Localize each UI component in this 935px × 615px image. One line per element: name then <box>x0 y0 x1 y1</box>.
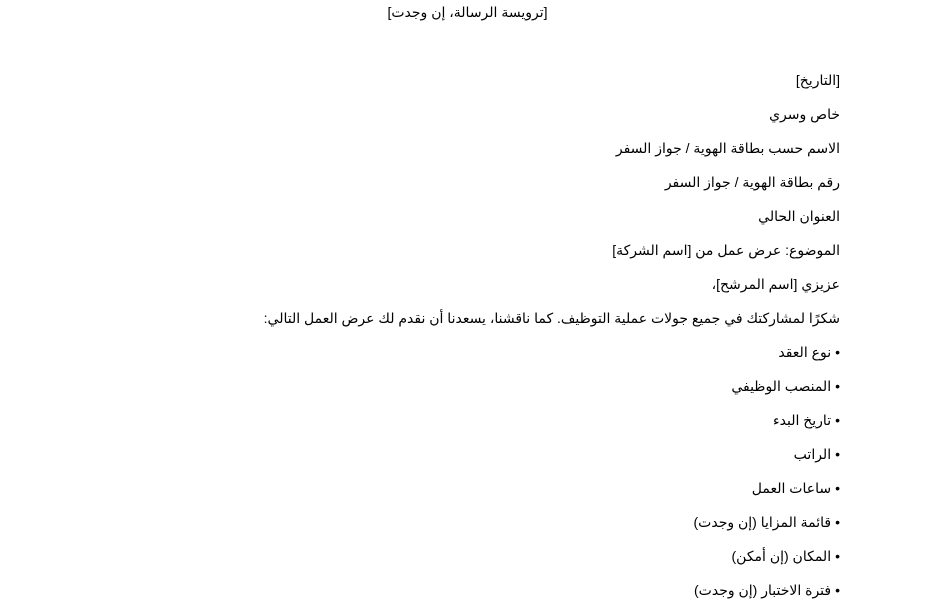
subject-line: الموضوع: عرض عمل من [اسم الشركة] <box>612 242 840 258</box>
intro-paragraph: شكرًا لمشاركتك في جميع جولات عملية التوظيف. كما ناقشنا، يسعدنا أن نقدم لك عرض العمل التالي: <box>263 310 840 326</box>
recipient-address-line: العنوان الحالي <box>758 208 840 224</box>
bullet-icon: • <box>835 344 840 360</box>
recipient-id-line: رقم بطاقة الهوية / جواز السفر <box>664 174 840 190</box>
recipient-name-line: الاسم حسب بطاقة الهوية / جواز السفر <box>615 140 840 156</box>
offer-term-text: تاريخ البدء <box>773 412 832 428</box>
bullet-icon: • <box>835 514 840 530</box>
offer-term-item <box>280 445 840 479</box>
bullet-icon: • <box>835 412 840 428</box>
offer-term-item <box>280 343 840 377</box>
offer-term-item <box>280 581 840 615</box>
offer-term-text: الراتب <box>793 446 832 462</box>
salutation: عزيزي [اسم المرشح]، <box>711 276 840 292</box>
confidential-label: خاص وسري <box>769 106 840 122</box>
date-placeholder: [التاريخ] <box>795 72 840 88</box>
letter-body <box>263 71 840 615</box>
offer-term-item <box>280 411 840 445</box>
bullet-icon: • <box>835 378 840 394</box>
letterhead-placeholder: [ترويسة الرسالة، إن وجدت] <box>387 4 548 20</box>
offer-term-text: نوع العقد <box>778 344 832 360</box>
offer-term-text: قائمة المزايا (إن وجدت) <box>693 514 832 530</box>
bullet-icon: • <box>835 480 840 496</box>
bullet-icon: • <box>835 446 840 462</box>
bullet-icon: • <box>835 548 840 564</box>
offer-term-item <box>280 377 840 411</box>
bullet-icon: • <box>835 582 840 598</box>
offer-term-text: فترة الاختبار (إن وجدت) <box>694 582 832 598</box>
offer-term-text: المنصب الوظيفي <box>731 378 832 394</box>
offer-term-text: ساعات العمل <box>751 480 832 496</box>
offer-term-item <box>280 547 840 581</box>
offer-term-text: المكان (إن أمكن) <box>731 548 832 564</box>
offer-term-item <box>280 479 840 513</box>
offer-term-item <box>280 513 840 547</box>
offer-terms-list <box>280 343 840 615</box>
